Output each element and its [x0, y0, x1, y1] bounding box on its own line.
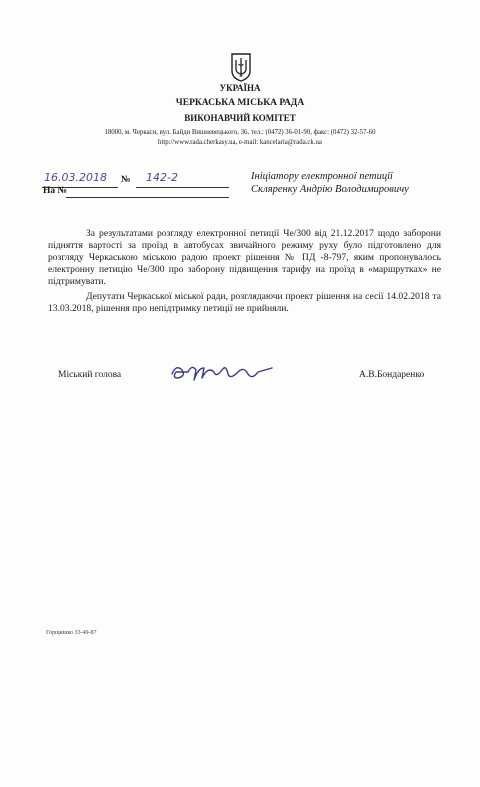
- executor-info: Горщишко 33-49-87: [46, 630, 97, 636]
- country-name: УКРАЇНА: [219, 83, 261, 93]
- body-paragraph-2: Депутати Черкаської міської ради, розглядаючи проект рішення на сесії 14.02.2018 та 13.03.2018, рішення про непідтримку петиції не прийняли.: [48, 291, 441, 314]
- addressee-line2: Скляренку Андрію Володимировичу: [251, 184, 409, 195]
- reference-label: На №: [43, 186, 68, 196]
- body-paragraph-1: За результатами розгляду електронної петиції Че/300 від 21.12.2017 щодо заборони підняття вартості за проїзд в автобусах звичайного режиму руху було підготовлено для розгляду Черкаською міською радою проект рішення № ПД -8-797, яким пропонувалось електронну петицію Че/300 про заборону підвищення тарифу на проїзд в «маршрутках» не підтримувати.: [48, 228, 441, 287]
- signatory-position: Міський голова: [58, 370, 122, 380]
- handwritten-number: 142-2: [146, 171, 178, 184]
- letter-body: [48, 228, 441, 315]
- number-label: №: [121, 175, 131, 185]
- address-line: 18000, м. Черкаси, вул. Байди Вишневецького, 36, тел.: (0472) 36-01-90, факс: (0472) 32-57-60: [104, 129, 376, 136]
- committee-name: ВИКОНАВЧИЙ КОМІТЕТ: [184, 113, 296, 123]
- reference-field: [66, 186, 229, 198]
- handwritten-date: 16.03.2018: [44, 171, 107, 184]
- addressee-line1: Ініціатору електронної петиції: [251, 171, 393, 182]
- council-name: ЧЕРКАСЬКА МІСЬКА РАДА: [175, 98, 305, 108]
- web-contacts: http://www.rada.cherkasy.ua, e-mail: kancelaria@rada.ck.ua: [158, 139, 322, 146]
- signatory-name: А.В.Бондаренко: [359, 370, 425, 380]
- coat-of-arms-icon: [229, 52, 253, 82]
- handwritten-signature: [168, 360, 278, 384]
